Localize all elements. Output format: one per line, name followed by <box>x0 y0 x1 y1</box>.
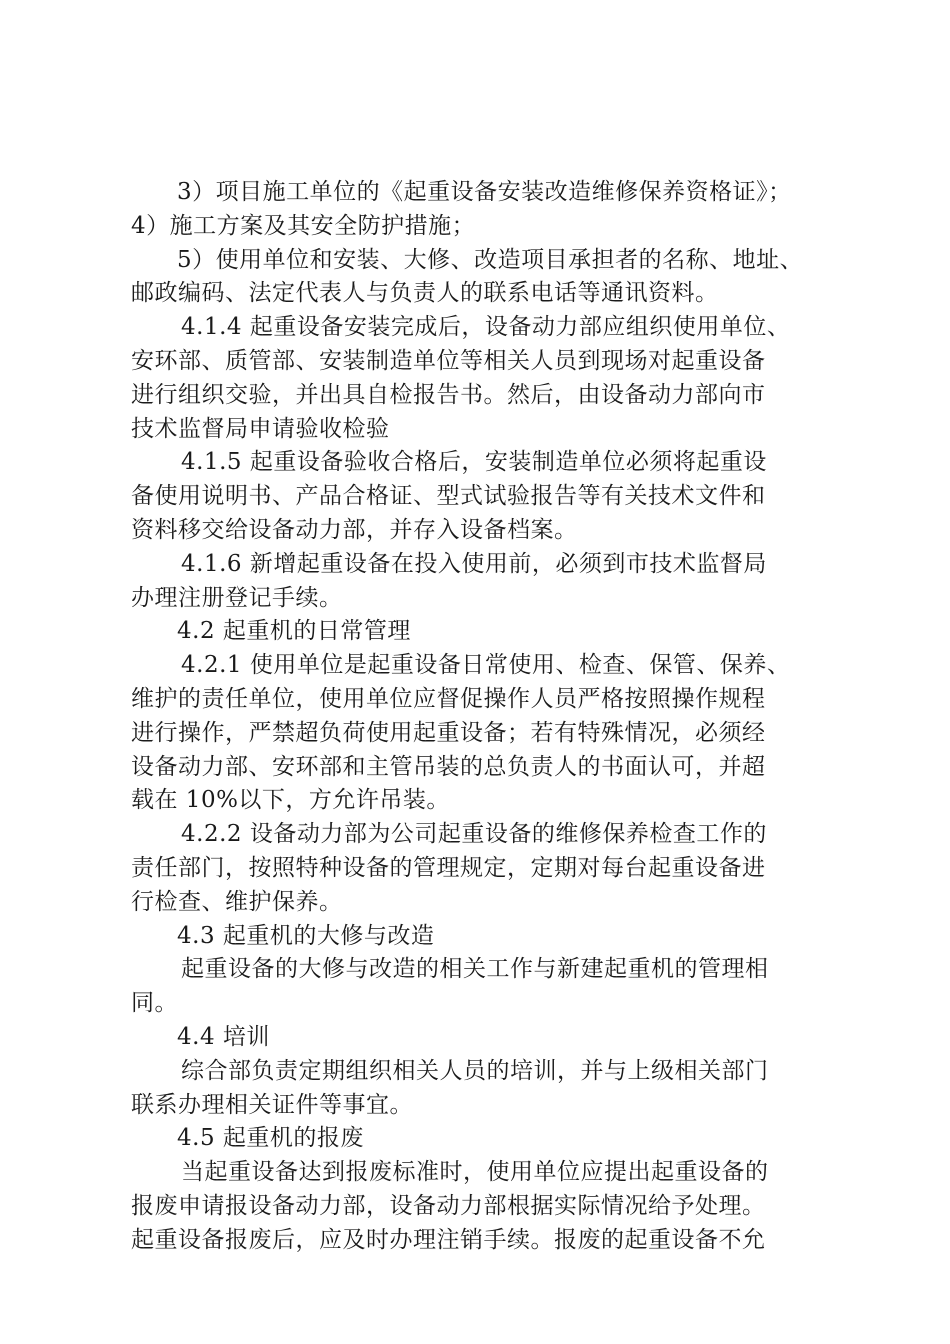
section-heading: 4.3 起重机的大修与改造 <box>177 922 435 949</box>
text-line: 4.2.1 使用单位是起重设备日常使用、检查、保管、保养、 <box>181 652 791 679</box>
text-line: 同。 <box>131 990 178 1017</box>
section-heading: 4.5 起重机的报废 <box>177 1125 364 1152</box>
text-line: 行检查、维护保养。 <box>131 888 343 915</box>
text-line: 起重设备报废后，应及时办理注销手续。报废的起重设备不允 <box>131 1226 766 1253</box>
text-line: 办理注册登记手续。 <box>131 584 343 611</box>
text-line: 进行操作，严禁超负荷使用起重设备；若有特殊情况，必须经 <box>131 719 766 746</box>
text-line: 邮政编码、法定代表人与负责人的联系电话等通讯资料。 <box>131 280 719 307</box>
text-line: 技术监督局申请验收检验 <box>131 415 390 442</box>
text-line: 4.1.6 新增起重设备在投入使用前，必须到市技术监督局 <box>181 550 767 577</box>
text-line: 3）项目施工单位的《起重设备安装改造维修保养资格证》； <box>177 179 792 205</box>
text-line: 4）施工方案及其安全防护措施； <box>131 212 476 239</box>
text-line: 资料移交给设备动力部，并存入设备档案。 <box>131 516 578 543</box>
section-heading: 4.4 培训 <box>177 1023 270 1050</box>
text-line: 设备动力部、安环部和主管吊装的总负责人的书面认可，并超 <box>131 753 766 780</box>
text-line: 报废申请报设备动力部，设备动力部根据实际情况给予处理。 <box>131 1192 766 1219</box>
text-line: 当起重设备达到报废标准时，使用单位应提出起重设备的 <box>181 1159 769 1186</box>
section-heading: 4.2 起重机的日常管理 <box>177 618 411 645</box>
text-line: 联系办理相关证件等事宜。 <box>131 1091 413 1118</box>
text-line: 责任部门，按照特种设备的管理规定，定期对每台起重设备进 <box>131 854 766 881</box>
text-line: 载在 10%以下，方允许吊装。 <box>131 787 450 814</box>
text-line: 进行组织交验，并出具自检报告书。然后，由设备动力部向市 <box>131 381 766 408</box>
text-line: 备使用说明书、产品合格证、型式试验报告等有关技术文件和 <box>131 483 766 510</box>
text-line: 4.1.4 起重设备安装完成后，设备动力部应组织使用单位、 <box>181 314 791 341</box>
text-line: 安环部、质管部、安装制造单位等相关人员到现场对起重设备 <box>131 347 766 374</box>
text-line: 4.2.2 设备动力部为公司起重设备的维修保养检查工作的 <box>181 821 767 848</box>
text-line: 起重设备的大修与改造的相关工作与新建起重机的管理相 <box>181 956 769 983</box>
text-line: 维护的责任单位，使用单位应督促操作人员严格按照操作规程 <box>131 685 766 712</box>
text-line: 综合部负责定期组织相关人员的培训，并与上级相关部门 <box>181 1057 769 1084</box>
body-text <box>131 176 843 1258</box>
text-line: 5）使用单位和安装、大修、改造项目承担者的名称、地址、 <box>177 246 804 273</box>
text-line: 4.1.5 起重设备验收合格后，安装制造单位必须将起重设 <box>181 449 767 476</box>
